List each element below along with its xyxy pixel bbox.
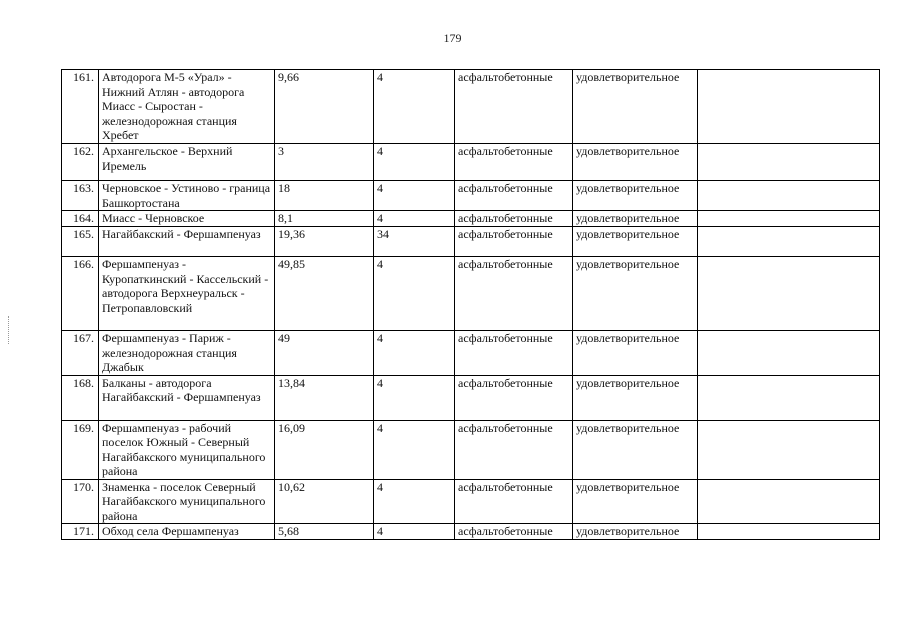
road-note: [698, 331, 880, 376]
road-surface: асфальтобетонные: [455, 479, 573, 524]
road-surface: асфальтобетонные: [455, 211, 573, 227]
road-note: [698, 479, 880, 524]
road-name: Архангельское - Верхний Иремель: [99, 144, 275, 181]
road-length: 8,1: [275, 211, 374, 227]
row-number: 170.: [62, 479, 99, 524]
table-row: [62, 375, 880, 420]
road-length: 10,62: [275, 479, 374, 524]
road-length: 19,36: [275, 227, 374, 257]
road-condition: удовлетворительное: [573, 144, 698, 181]
road-length: 49: [275, 331, 374, 376]
road-note: [698, 420, 880, 479]
row-number: 161.: [62, 70, 99, 144]
road-name: Автодорога М-5 «Урал» - Нижний Атлян - автодорога Миасс - Сыростан - железнодорожная станция Хребет: [99, 70, 275, 144]
road-note: [698, 70, 880, 144]
road-condition: удовлетворительное: [573, 257, 698, 331]
road-note: [698, 375, 880, 420]
road-surface: асфальтобетонные: [455, 375, 573, 420]
road-condition: удовлетворительное: [573, 227, 698, 257]
row-number: 166.: [62, 257, 99, 331]
table-row: [62, 181, 880, 211]
road-condition: удовлетворительное: [573, 375, 698, 420]
road-condition: удовлетворительное: [573, 211, 698, 227]
road-name: Нагайбакский - Фершампенуаз: [99, 227, 275, 257]
road-condition: удовлетворительное: [573, 420, 698, 479]
row-number: 167.: [62, 331, 99, 376]
road-category: 4: [374, 211, 455, 227]
road-surface: асфальтобетонные: [455, 524, 573, 540]
road-surface: асфальтобетонные: [455, 227, 573, 257]
road-category: 4: [374, 331, 455, 376]
road-surface: асфальтобетонные: [455, 144, 573, 181]
road-category: 4: [374, 479, 455, 524]
road-length: 3: [275, 144, 374, 181]
road-surface: асфальтобетонные: [455, 331, 573, 376]
road-category: 4: [374, 524, 455, 540]
row-number: 171.: [62, 524, 99, 540]
road-length: 5,68: [275, 524, 374, 540]
row-number: 169.: [62, 420, 99, 479]
road-name: Черновское - Устиново - граница Башкортостана: [99, 181, 275, 211]
roads-table: [61, 69, 880, 540]
margin-mark: [8, 316, 10, 344]
road-condition: удовлетворительное: [573, 524, 698, 540]
road-category: 4: [374, 420, 455, 479]
road-length: 13,84: [275, 375, 374, 420]
road-surface: асфальтобетонные: [455, 420, 573, 479]
road-length: 49,85: [275, 257, 374, 331]
table-row: [62, 227, 880, 257]
road-length: 16,09: [275, 420, 374, 479]
road-note: [698, 211, 880, 227]
road-length: 9,66: [275, 70, 374, 144]
table-row: [62, 420, 880, 479]
road-category: 34: [374, 227, 455, 257]
road-name: Балканы - автодорога Нагайбакский - Фершампенуаз: [99, 375, 275, 420]
road-note: [698, 181, 880, 211]
road-note: [698, 257, 880, 331]
table-row: [62, 479, 880, 524]
road-surface: асфальтобетонные: [455, 257, 573, 331]
row-number: 168.: [62, 375, 99, 420]
road-category: 4: [374, 181, 455, 211]
road-name: Фершампенуаз - Куропаткинский - Кассельский - автодорога Верхнеуральск - Петропавловский: [99, 257, 275, 331]
table-row: [62, 524, 880, 540]
road-note: [698, 227, 880, 257]
road-condition: удовлетворительное: [573, 181, 698, 211]
row-number: 165.: [62, 227, 99, 257]
table-body: [62, 70, 880, 540]
row-number: 163.: [62, 181, 99, 211]
table-row: [62, 331, 880, 376]
road-category: 4: [374, 70, 455, 144]
road-name: Обход села Фершампенуаз: [99, 524, 275, 540]
road-length: 18: [275, 181, 374, 211]
row-number: 162.: [62, 144, 99, 181]
road-name: Фершампенуаз - рабочий поселок Южный - Северный Нагайбакского муниципального района: [99, 420, 275, 479]
table-row: [62, 257, 880, 331]
road-name: Знаменка - поселок Северный Нагайбакского муниципального района: [99, 479, 275, 524]
road-surface: асфальтобетонные: [455, 70, 573, 144]
road-category: 4: [374, 375, 455, 420]
road-condition: удовлетворительное: [573, 331, 698, 376]
table-row: [62, 70, 880, 144]
road-category: 4: [374, 144, 455, 181]
table-row: [62, 211, 880, 227]
road-name: Миасс - Черновское: [99, 211, 275, 227]
road-category: 4: [374, 257, 455, 331]
road-surface: асфальтобетонные: [455, 181, 573, 211]
table-row: [62, 144, 880, 181]
road-name: Фершампенуаз - Париж - железнодорожная станция Джабык: [99, 331, 275, 376]
road-condition: удовлетворительное: [573, 70, 698, 144]
row-number: 164.: [62, 211, 99, 227]
road-condition: удовлетворительное: [573, 479, 698, 524]
road-note: [698, 144, 880, 181]
road-note: [698, 524, 880, 540]
page-number: 179: [443, 31, 462, 45]
